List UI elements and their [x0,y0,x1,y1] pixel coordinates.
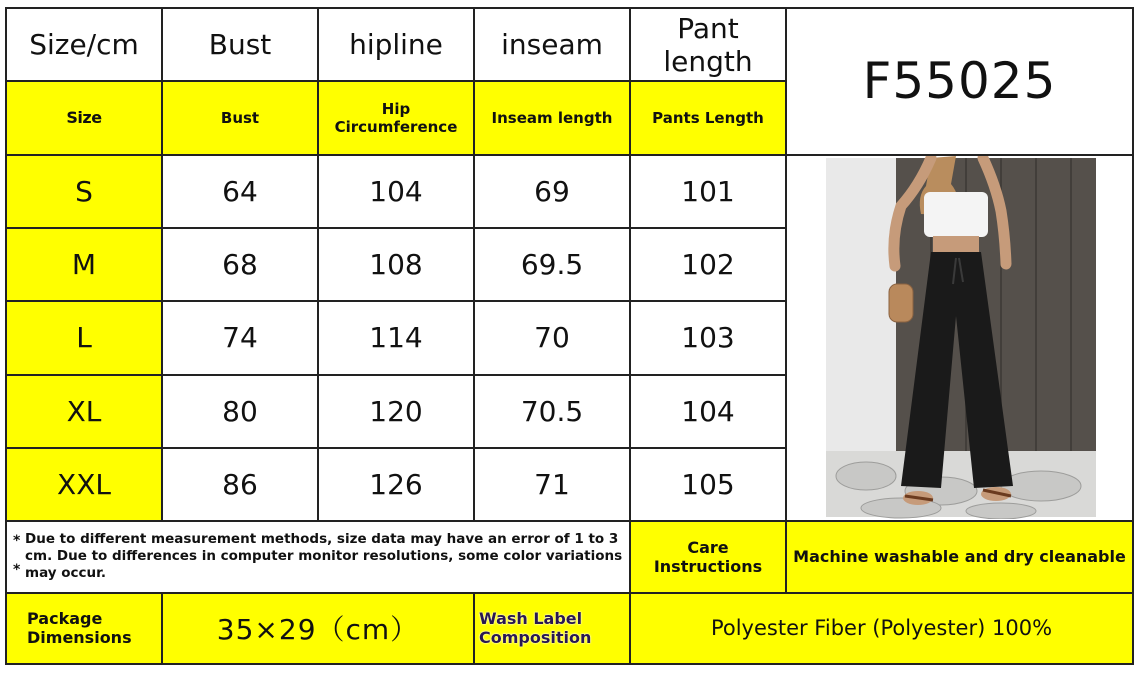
subheader-pants-length: Pants Length [630,81,786,154]
note-star-icon: * [13,533,21,550]
length-cell: 102 [630,228,786,301]
package-dimensions-value: 35×29（cm） [162,593,474,664]
bust-cell: 80 [162,375,318,448]
length-cell: 101 [630,155,786,228]
note-text: Due to different measurement methods, size data may have an error of 1 to 3 cm. Due to differences in computer monitor resolutions, some color variations may occur. [25,531,623,582]
header-pant-length: Pant length [630,8,786,81]
bust-cell: 74 [162,301,318,374]
photo-bag [889,284,913,322]
bust-cell: 64 [162,155,318,228]
package-row [6,593,1133,664]
product-photo-cell [786,155,1133,522]
length-cell: 103 [630,301,786,374]
subheader-hip: Hip Circumference [318,81,474,154]
size-cell: S [6,155,162,228]
product-photo [791,156,1134,519]
header-inseam: inseam [474,8,630,81]
subheader-size [6,81,162,154]
photo-white-top [924,192,988,237]
wash-label-composition-value: Polyester Fiber (Polyester) 100% [630,593,1133,664]
wash-label-composition-label: Wash Label Composition [474,593,630,664]
care-instructions-label: Care Instructions [630,521,786,592]
hip-cell: 108 [318,228,474,301]
size-cell: XXL [6,448,162,521]
inseam-cell: 69.5 [474,228,630,301]
inseam-cell: 70.5 [474,375,630,448]
photo-midriff [933,236,979,254]
size-chart-sheet [5,7,1132,665]
length-cell: 104 [630,375,786,448]
note-star-icon: * [13,562,21,579]
product-code: F55025 [786,8,1133,155]
size-cell: M [6,228,162,301]
hip-cell: 120 [318,375,474,448]
info-row [6,521,1133,592]
header-row [6,8,1133,81]
bust-cell: 68 [162,228,318,301]
header-bust: Bust [162,8,318,81]
size-chart-table [5,7,1134,665]
measurement-note [6,521,630,592]
hip-cell: 104 [318,155,474,228]
inseam-cell: 69 [474,155,630,228]
bust-cell: 86 [162,448,318,521]
subheader-bust: Bust [162,81,318,154]
size-cell: XL [6,375,162,448]
size-cell: L [6,301,162,374]
subheader-inseam: Inseam length [474,81,630,154]
package-dimensions-label: Package Dimensions [6,593,162,664]
length-cell: 105 [630,448,786,521]
subheader-size-label: Size [66,108,102,128]
header-size-cm: Size/cm [6,8,162,81]
inseam-cell: 70 [474,301,630,374]
inseam-cell: 71 [474,448,630,521]
care-instructions-value: Machine washable and dry cleanable [786,521,1133,592]
hip-cell: 114 [318,301,474,374]
table-row [6,155,1133,228]
hip-cell: 126 [318,448,474,521]
header-hipline: hipline [318,8,474,81]
